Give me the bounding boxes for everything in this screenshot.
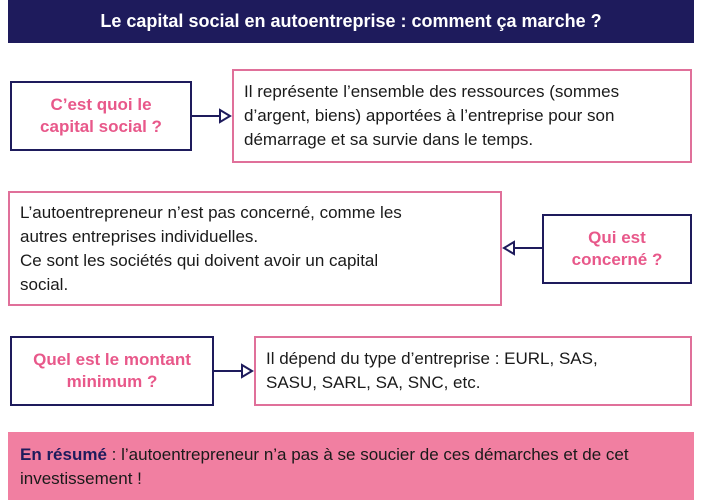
arrow-right-icon: [214, 361, 254, 381]
question-text: Qui est concerné ?: [571, 228, 663, 269]
arrow-left-icon: [500, 238, 542, 258]
answer-box-montant: [254, 336, 692, 406]
question-text: C’est quoi le capital social ?: [40, 95, 162, 136]
summary-box: [8, 432, 694, 500]
answer-box-concerne: [8, 191, 502, 306]
question-box-concerne: [542, 214, 692, 284]
summary-text: : l’autoentrepreneur n’a pas à se soucier de ces démarches et de cet investissement !: [20, 445, 629, 488]
question-box-montant: [10, 336, 214, 406]
answer-box-capital-social: [232, 69, 692, 163]
answer-text: Il représente l’ensemble des ressources (sommes d’argent, biens) apportées à l’entreprise pour son démarrage et sa survie dans le temps.: [244, 82, 620, 149]
arrow-right-icon: [192, 106, 232, 126]
question-text: Quel est le montant minimum ?: [33, 350, 191, 391]
page-title: Le capital social en autoentreprise : comment ça marche ?: [8, 0, 694, 43]
summary-lead: En résumé: [20, 445, 107, 464]
question-box-capital-social: [10, 81, 192, 151]
answer-text: Il dépend du type d’entreprise : EURL, SAS, SASU, SARL, SA, SNC, etc.: [266, 349, 598, 392]
answer-text: L’autoentrepreneur n’est pas concerné, comme les autres entreprises individuelles. Ce sont les sociétés qui doivent avoir un capital social.: [20, 202, 402, 294]
